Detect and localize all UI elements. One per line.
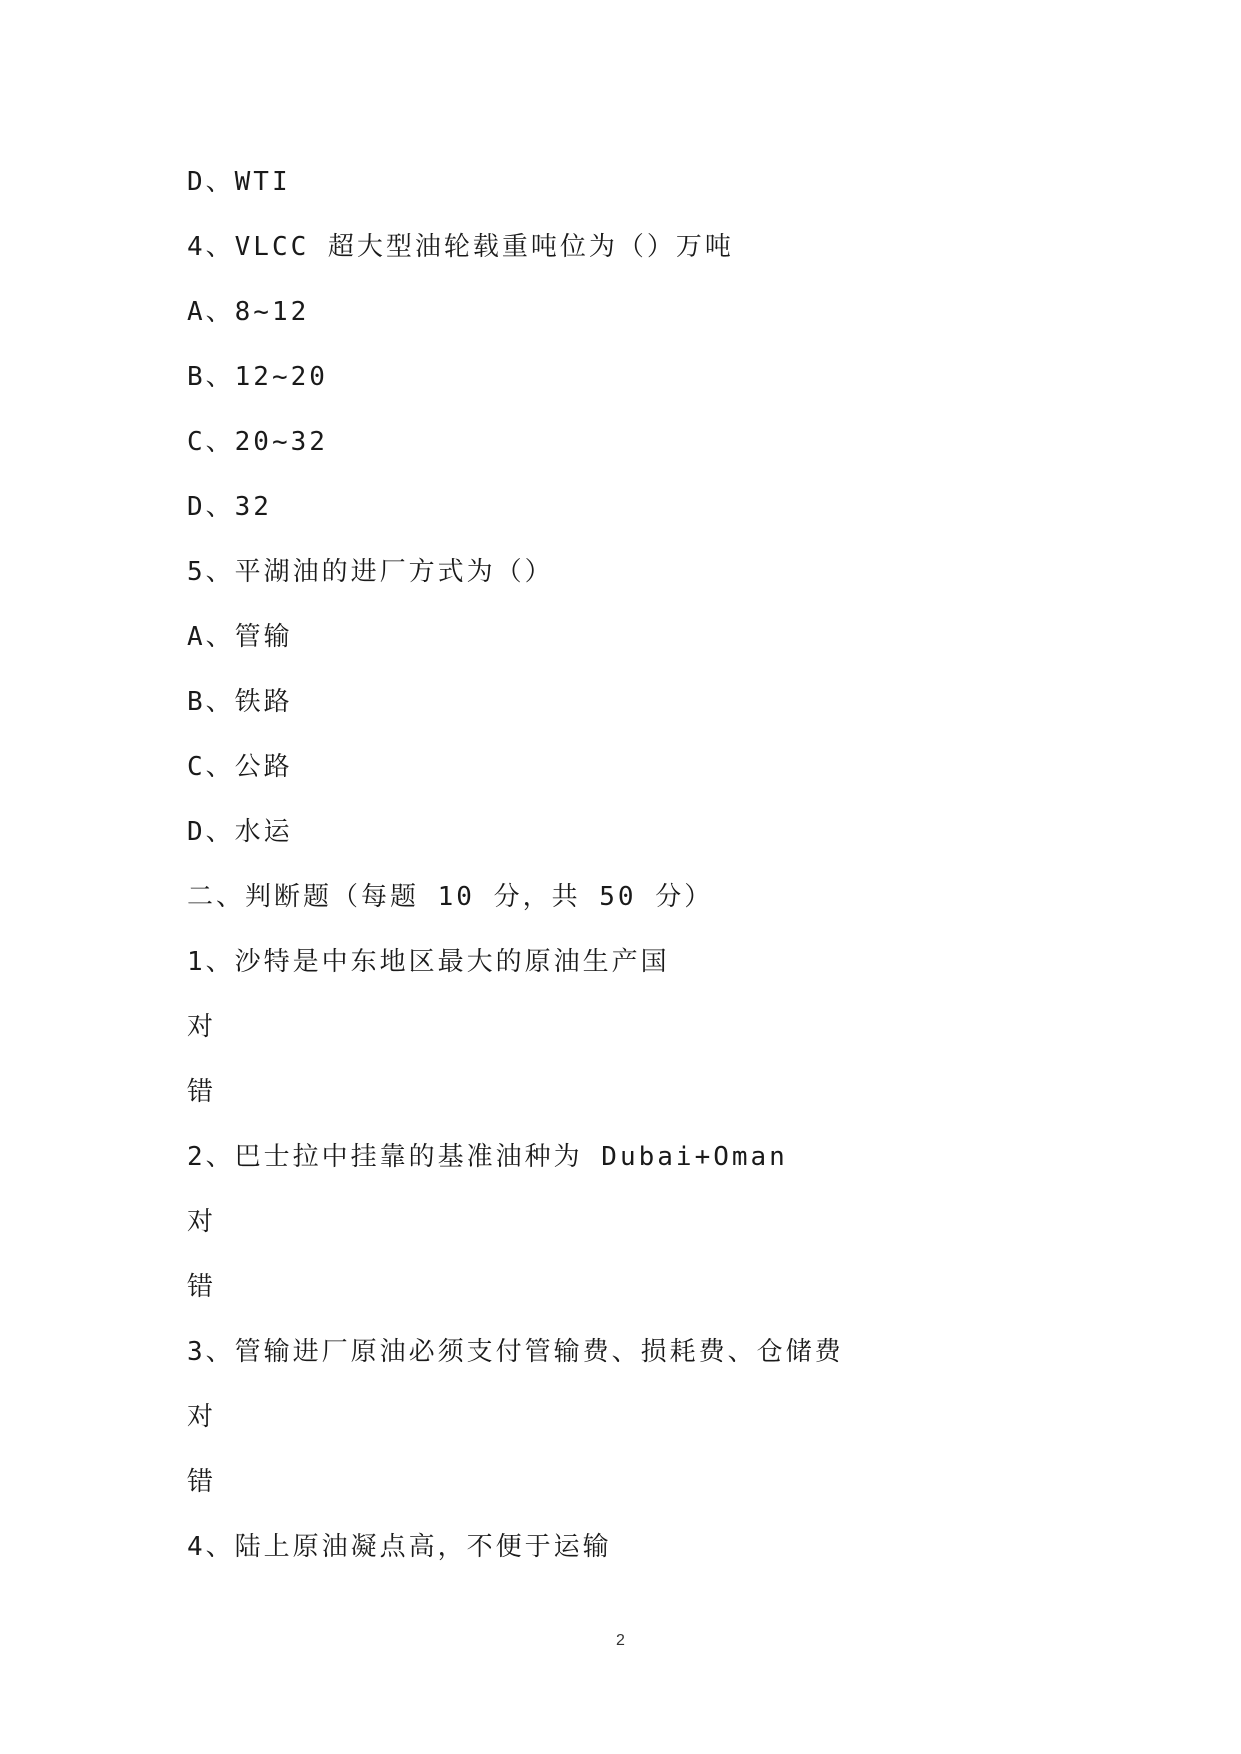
question-5-option-c: C、公路 <box>187 752 293 782</box>
tf-question-2-option-false: 错 <box>187 1272 217 1302</box>
tf-question-4-text: 4、陆上原油凝点高，不便于运输 <box>187 1532 612 1562</box>
section-heading-true-false: 二、判断题（每题 10 分，共 50 分） <box>187 882 714 912</box>
question-4-option-c: C、20~32 <box>187 427 328 457</box>
option-d-wti: D、WTI <box>187 167 291 197</box>
tf-question-3-option-true: 对 <box>187 1402 217 1432</box>
question-5-option-a: A、管输 <box>187 622 293 652</box>
question-5-text: 5、平湖油的进厂方式为（） <box>187 557 554 587</box>
tf-question-1-option-true: 对 <box>187 1012 217 1042</box>
tf-question-2-option-true: 对 <box>187 1207 217 1237</box>
question-5-option-b: B、铁路 <box>187 687 293 717</box>
tf-question-1-text: 1、沙特是中东地区最大的原油生产国 <box>187 947 670 977</box>
tf-question-1-option-false: 错 <box>187 1077 217 1107</box>
tf-question-3-option-false: 错 <box>187 1467 217 1497</box>
question-4-text: 4、VLCC 超大型油轮载重吨位为（）万吨 <box>187 232 734 262</box>
document-body <box>187 162 1087 1592</box>
tf-question-2-text: 2、巴士拉中挂靠的基准油种为 Dubai+Oman <box>187 1142 788 1172</box>
question-5-option-d: D、水运 <box>187 817 293 847</box>
page-number: 2 <box>616 1632 625 1649</box>
question-4-option-b: B、12~20 <box>187 362 328 392</box>
question-4-option-d: D、32 <box>187 492 272 522</box>
tf-question-3-text: 3、管输进厂原油必须支付管输费、损耗费、仓储费 <box>187 1337 844 1367</box>
question-4-option-a: A、8~12 <box>187 297 310 327</box>
